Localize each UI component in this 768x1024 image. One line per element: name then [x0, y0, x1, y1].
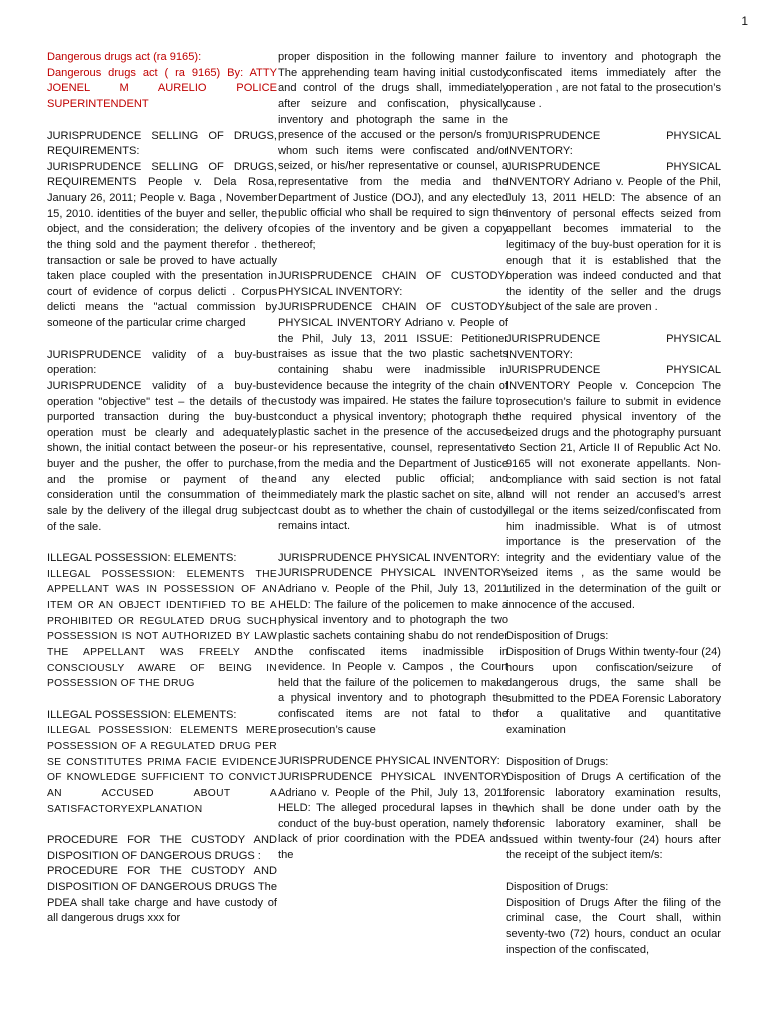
section-heading: JURISPRUDENCE PHYSICAL INVENTORY: [506, 333, 721, 361]
section-body: JURISPRUDENCE PHYSICAL INVENTORY People v. Concepcion The prosecution’s failure to submit in evidence the required physical inventory of the seized drugs and the photography pursuant to Section 21, Article II of Republic Act No. 9165 will not exonerate appellants. Non-compliance with said section is not fatal and will not render an accused’s arrest illegal or the items seized/confiscated from him inadmissible. What is of utmost importance is the preservation of the integrity and the evidentiary value of the seized items , as the same would be utilized in the determination of the guilt or innocence of the accused. [506, 364, 721, 611]
section-heading: Disposition of Drugs: [506, 881, 609, 893]
continued-paragraph: failure to inventory and photograph the confiscated items immediately after the operation , are not fatal to the prosecution’s cause . [506, 51, 721, 110]
column-1 [47, 50, 277, 927]
section-heading: ILLEGAL POSSESSION: ELEMENTS: [47, 552, 237, 565]
section-body: JURISPRUDENCE PHYSICAL INVENTORY Adriano v. People of the Phil, July 13, 2011 HELD: The absence of an inventory of personal effects seized from appellant becomes immaterial to the legitimacy of the buy-bust operation for it is enough that it is established that the operation was indeed conducted and that the identity of the seller and the drugs subject of the sale are proven . [506, 160, 721, 314]
continued-paragraph: proper disposition in the following manner : The apprehending team having initial custody and control of the drugs shall, immediately after seizure and confiscation, physically inventory and photograph the same in the presence of the accused or the person/s from whom such items were confiscated and/or seized, or his/her representative or counsel, a representative from the media and the Department of Justice (DOJ), and any elected public official who shall be required to sign the copies of the inventory and be given a copy thereof; [278, 51, 508, 251]
section-heading: ILLEGAL POSSESSION: ELEMENTS: [47, 708, 237, 721]
section-body: JURISPRUDENCE SELLING OF DRUGS, REQUIREMENTS People v. Dela Rosa, January 26, 2011; People v. Baga , November 15, 2010. identities of the buyer and seller, the object, and the consideration; the delivery of the thing sold and the payment therefor . the transaction or sale be proved to have actually taken place coupled with the presentation in court of evidence of corpus delicti . Corpus delicti means the "actual commission by someone of the particular crime charged [47, 160, 277, 329]
section-body: Disposition of Drugs After the filing of the criminal case, the Court shall, within seventy-two (72) hours, conduct an ocular inspection of the confiscated, [506, 896, 721, 956]
page-number: 1 [741, 14, 748, 28]
section-body: Disposition of Drugs Within twenty-four (24) hours upon confiscation/seizure of dangerous drugs, the same shall be submitted to the PDEA Forensic Laboratory for a qualitative and quantitative examination [506, 645, 721, 736]
section-heading: Disposition of Drugs: [506, 630, 609, 643]
section-heading: JURISPRUDENCE CHAIN OF CUSTODY/ PHYSICAL INVENTORY: [278, 270, 508, 298]
section-heading: Disposition of Drugs: [506, 755, 609, 768]
section-heading: JURISPRUDENCE PHYSICAL INVENTORY: [278, 551, 500, 564]
section-body: JURISPRUDENCE validity of a buy-bust operation "objective" test – the details of the purported transaction during the buy-bust operation must be clearly and adequately shown, the initial contact between the poseur-buyer and the pusher, the offer to purchase, and the promise or payment of the consideration until the consummation of the sale by the delivery of the illegal drug subject of the sale. [47, 379, 277, 533]
section-body: JURISPRUDENCE PHYSICAL INVENTORY Adriano v. People of the Phil, July 13, 2011 HELD: The failure of the policemen to make a physical inventory and to photograph the two plastic sachets containing shabu do not render the confiscated items inadmissible in evidence. In People v. Campos , the Court held that the failure of the policemen to make a physical inventory and to photograph the confiscated items are not fatal to the prosecution’s cause [278, 567, 508, 736]
section-heading: JURISPRUDENCE validity of a buy-bust operation: [47, 348, 277, 377]
section-body: PROCEDURE FOR THE CUSTODY AND DISPOSITION OF DANGEROUS DRUGS The PDEA shall take charge and have custody of all dangerous drugs xxx for [47, 865, 277, 925]
section-body: Disposition of Drugs A certification of the forensic laboratory examination results, which shall be done under oath by the forensic laboratory examiner, shall be issued within twenty-four (24) hours after the receipt of the subject item/s: [506, 771, 721, 862]
column-3 [506, 50, 721, 958]
section-body: JURISPRUDENCE PHYSICAL INVENTORY Adriano v. People of the Phil, July 13, 2011 HELD: The alleged procedural lapses in the conduct of the buy-bust operation, namely the lack of prior coordination with the PDEA and the [278, 770, 508, 861]
section-body: JURISPRUDENCE CHAIN OF CUSTODY/ PHYSICAL INVENTORY Adriano v. People of the Phil, July 13, 2011 ISSUE: Petitioner raises as issue that the two plastic sachets containing shabu were inadmissible in evidence because the integrity of the chain of custody was impaired. He states the failure to: conduct a physical inventory; photograph the plastic sachet in the presence of the accused or his representative, counsel, representative from the media and the Department of Justice and any elected public official; and immediately mark the plastic sachet on site, all cast doubt as to whether the chain of custody remains intact. [278, 301, 508, 533]
section-heading: PROCEDURE FOR THE CUSTODY AND DISPOSITION OF DANGEROUS DRUGS : [47, 834, 277, 862]
section-body: ILLEGAL POSSESSION: ELEMENTS MERE POSSESSION OF A REGULATED DRUG PER SE CONSTITUTES PRIMA FACIE EVIDENCE OF KNOWLEDGE SUFFICIENT TO CONVICT AN ACCUSED ABOUT A SATISFACTORYEXPLANATION [47, 725, 277, 815]
section-body: ILLEGAL POSSESSION: ELEMENTS THE APPELLANT WAS IN POSSESSION OF AN ITEM OR AN OBJECT IDENTIFIED TO BE A PROHIBITED OR REGULATED DRUG SUCH POSSESSION IS NOT AUTHORIZED BY LAW THE APPELLANT WAS FREELY AND CONSCIOUSLY AWARE OF BEING IN POSSESSION OF THE DRUG [47, 568, 277, 690]
document-subtitle: Dangerous drugs act ( ra 9165) By: ATTY JOENEL M AURELIO POLICE SUPERINTENDENT [47, 66, 277, 110]
document-title: Dangerous drugs act (ra 9165): [47, 51, 202, 63]
section-heading: JURISPRUDENCE PHYSICAL INVENTORY: [278, 755, 500, 768]
section-heading: JURISPRUDENCE SELLING OF DRUGS, REQUIREMENTS: [47, 129, 277, 158]
column-2 [278, 50, 508, 864]
section-heading: JURISPRUDENCE PHYSICAL INVENTORY: [506, 129, 721, 158]
